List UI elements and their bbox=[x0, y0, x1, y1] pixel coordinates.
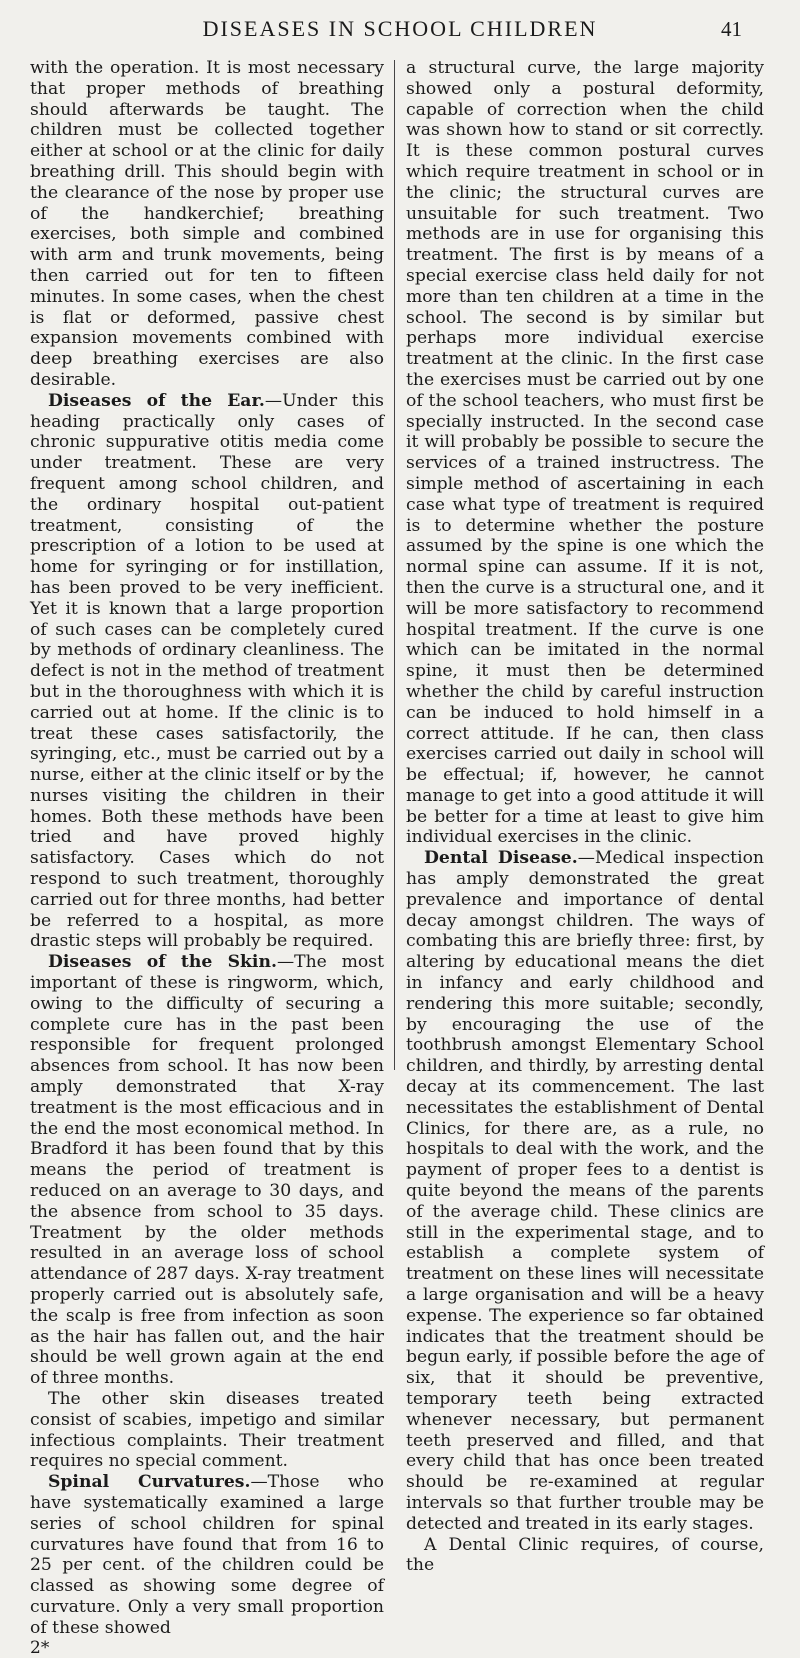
page-header-title: DISEASES IN SCHOOL CHILDREN bbox=[202, 16, 598, 41]
printer-signature: 2* bbox=[30, 1637, 50, 1658]
paragraph-ear bbox=[30, 391, 384, 953]
page-number: 41 bbox=[721, 17, 742, 41]
section-heading-ear: Diseases of the Ear. bbox=[48, 390, 265, 411]
paragraph-skin bbox=[30, 952, 384, 1389]
section-heading-skin: Diseases of the Skin. bbox=[48, 952, 277, 973]
section-heading-dental: Dental Disease. bbox=[424, 848, 578, 869]
section-heading-spinal: Spinal Curvatures. bbox=[48, 1472, 251, 1493]
running-head bbox=[30, 14, 770, 44]
paragraph-spinal bbox=[30, 1472, 384, 1638]
right-column bbox=[406, 58, 764, 1576]
paragraph-ear-body: —Under this heading practically only cases of chronic suppurative otitis media come under treatment. These are very frequent among school children, and the ordinary hospital out-patient treatment, consisting of the prescription of a lotion to be used at home for syringing or for instillation, has been proved to be very inefficient. Yet it is known that a large proportion of such cases can be completely cured by methods of ordinary cleanliness. The defect is not in the method of treatment but in the thoroughness with which it is carried out at home. If the clinic is to treat these cases satisfactorily, the syringing, etc., must be carried out by a nurse, either at the clinic itself or by the nurses visiting the children in their homes. Both these methods have been tried and have proved highly satisfactory. Cases which do not respond to such treatment, thoroughly carried out for three months, had better be referred to a hospital, as more drastic steps will probably be required. bbox=[30, 390, 384, 952]
paragraph-dental-clinic: A Dental Clinic requires, of course, the bbox=[406, 1534, 764, 1576]
left-column bbox=[30, 58, 385, 1658]
paragraph-spinal-continued: a structural curve, the large majority showed only a postural deformity, capable of correction when the child was shown how to stand or sit correctly. It is these common postural curves which require treatment in school or in the clinic; the structural curves are unsuitable for such treatment. Two methods are in use for organising this treatment. The first is by means of a special exercise class held daily for not more than ten children at a time in the school. The second is by similar but perhaps more individual exercise treatment at the clinic. In the first case the exercises must be carried out by one of the school teachers, who must first be specially instructed. In the second case it will probably be possible to secure the services of a trained instructress. The simple method of ascertaining in each case what type of treatment is required is to determine whether the posture assumed by the spine is one which the normal spine can assume. If it is not, then the curve is a structural one, and it will be more satisfactory to recommend hospital treatment. If the curve is one which can be imitated in the normal spine, it must then be determined whether the child by careful instruction can be induced to hold himself in a correct attitude. If he can, then class exercises carried out daily in school will be effectual; if, however, he cannot manage to get into a good attitude it will be better for a time at least to give him individual exercises in the clinic. bbox=[406, 58, 764, 848]
paragraph-dental-body: —Medical inspection has amply demonstrated the great prevalence and importance of dental decay amongst children. The ways of combating this are briefly three: first, by altering by educational means the diet in infancy and early childhood and rendering this more suitable; secondly, by encouraging the use of the toothbrush amongst Elementary School children, and thirdly, by arresting dental decay at its commencement. The last necessitates the establishment of Dental Clinics, for there are, as a rule, no hospitals to deal with the work, and the payment of proper fees to a dentist is quite beyond the means of the parents of the average child. These clinics are still in the experimental stage, and to establish a complete system of treatment on these lines will necessitate a large organisation and will be a heavy expense. The experience so far obtained indicates that the treatment should be begun early, if possible before the age of six, that it should be preventive, temporary teeth being extracted whenever necessary, but permanent teeth preserved and filled, and that every child that has once been treated should be re-examined at regular intervals so that further trouble may be detected and treated in its early stages. bbox=[406, 848, 764, 1534]
paragraph-skin-body: —The most important of these is ringworm, which, owing to the difficulty of securing a complete cure has in the past been responsible for frequent prolonged absences from school. It has now been amply demonstrated that X-ray treatment is the most efficacious and in the end the most economical method. In Bradford it has been found that by this means the period of treatment is reduced on an average to 30 days, and the absence from school to 35 days. Treatment by the older methods resulted in an average loss of school attendance of 287 days. X-ray treatment properly carried out is absolutely safe, the scalp is free from infection as soon as the hair has fallen out, and the hair should be well grown again at the end of three months. bbox=[30, 952, 385, 1389]
paragraph-spinal-body: —Those who have systematically examined a large series of school children for spinal curvatures have found that from 16 to 25 per cent. of the children could be classed as showing some degree of curvature. Only a very small proportion of these showed bbox=[30, 1472, 385, 1638]
paragraph-other-skin: The other skin diseases treated consist of scabies, impetigo and similar infectious complaints. Their treatment requires no special comment. bbox=[30, 1389, 384, 1472]
paragraph-breathing: with the operation. It is most necessary that proper methods of breathing should afterwards be taught. The children must be collected together either at school or at the clinic for daily breathing drill. This should begin with the clearance of the nose by proper use of the handkerchief; breathing exercises, both simple and combined with arm and trunk movements, being then carried out for ten to fifteen minutes. In some cases, when the chest is flat or deformed, passive chest expansion movements combined with deep breathing exercises are also desirable. bbox=[30, 58, 384, 390]
paragraph-dental bbox=[406, 848, 764, 1534]
column-divider bbox=[394, 60, 395, 1070]
